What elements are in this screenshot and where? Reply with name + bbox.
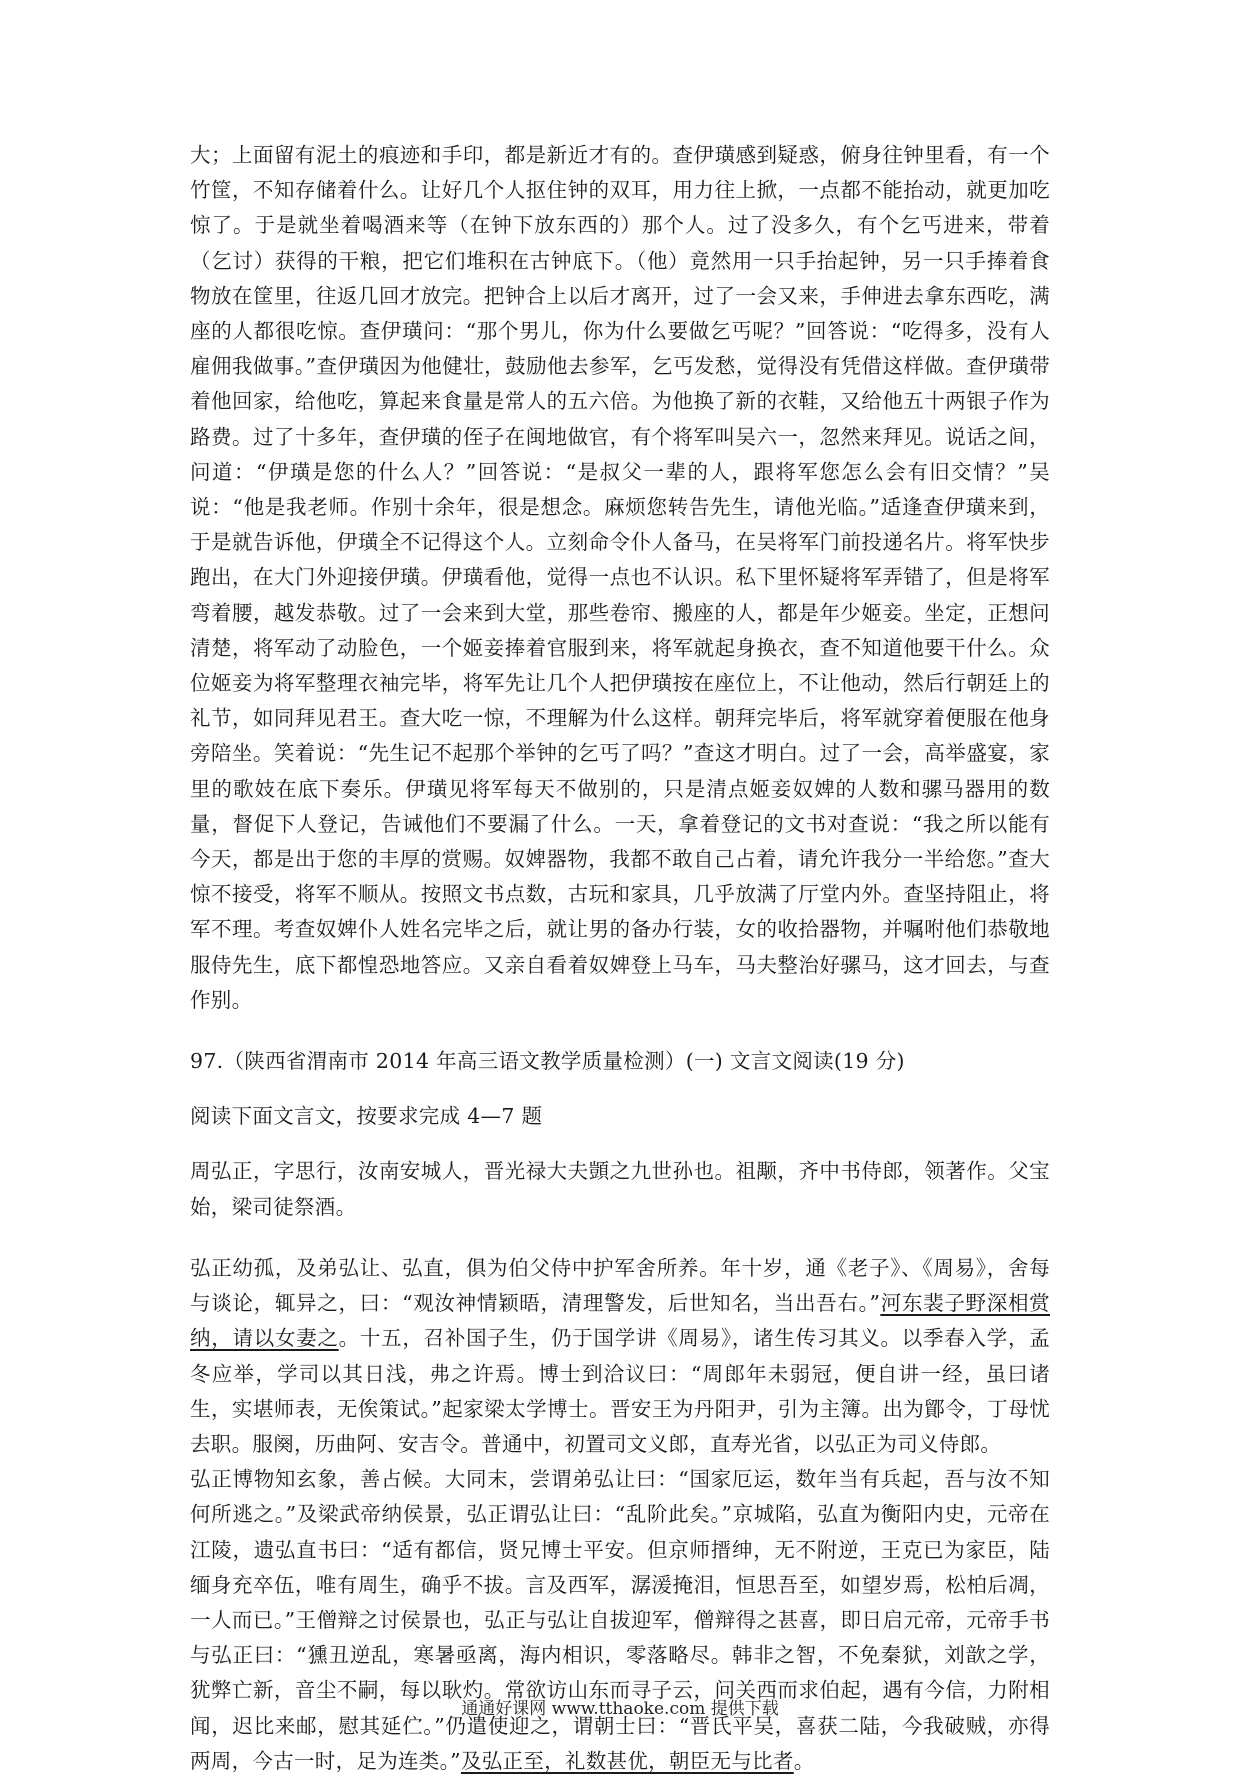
passage-paragraph-1: 周弘正，字思行，汝南安城人，晋光禄大夫顗之九世孙也。祖颙，齐中书侍郎，领著作。父宝始，梁司徒祭酒。 <box>190 1159 1050 1219</box>
passage-text: 弘正幼孤，及弟弘让、弘直，俱为伯父侍中护军舍所养。年十岁，通《老子》、《周易》，舍每与谈论，辄异之，曰：“观汝神情颖晤，清理警发，后世知名，当出吾右。” <box>190 1255 1050 1316</box>
footer-credit: 通通好课网 www.tthaoke.com 提供下载 <box>461 1699 779 1719</box>
passage-paragraph-3 <box>190 1462 1050 1779</box>
passage-text: 。 <box>793 1748 815 1773</box>
story-translation-paragraph: 大；上面留有泥土的痕迹和手印，都是新近才有的。查伊璜感到疑惑，俯身往钟里看，有一个竹筐，不知存储着什么。让好几个人抠住钟的双耳，用力往上掀，一点都不能抬动，就更加吃惊了。于是就坐着喝酒来等（在钟下放东西的）那个人。过了没多久，有个乞丐进来，带着（乞讨）获得的干粮，把它们堆积在古钟底下。（他）竟然用一只手抬起钟，另一只手捧着食物放在筐里，往返几回才放完。把钟合上以后才离开，过了一会又来，手伸进去拿东西吃，满座的人都很吃惊。查伊璜问：“那个男儿，你为什么要做乞丐呢？”回答说：“吃得多，没有人雇佣我做事。”查伊璜因为他健壮，鼓励他去参军，乞丐发愁，觉得没有凭借这样做。查伊璜带着他回家，给他吃，算起来食量是常人的五六倍。为他换了新的衣鞋，又给他五十两银子作为路费。过了十多年，查伊璜的侄子在闽地做官，有个将军叫吴六一，忽然来拜见。说话之间，问道：“伊璜是您的什么人？”回答说：“是叔父一辈的人，跟将军您怎么会有旧交情？”吴说：“他是我老师。作别十余年，很是想念。麻烦您转告先生，请他光临。”适逢查伊璜来到，于是就告诉他，伊璜全不记得这个人。立刻命令仆人备马，在吴将军门前投递名片。将军快步跑出，在大门外迎接伊璜。伊璜看他，觉得一点也不认识。私下里怀疑将军弄错了，但是将军弯着腰，越发恭敬。过了一会来到大堂，那些卷帘、搬座的人，都是年少姬妾。坐定，正想问清楚，将军动了动脸色，一个姬妾捧着官服到来，将军就起身换衣，查不知道他要干什么。众位姬妾为将军整理衣袖完毕，将军先让几个人把伊璜按在座位上，不让他动，然后行朝廷上的礼节，如同拜见君王。查大吃一惊，不理解为什么这样。朝拜完毕后，将军就穿着便服在他身旁陪坐。笑着说：“先生记不起那个举钟的乞丐了吗？”查这才明白。过了一会，高举盛宴，家里的歌妓在底下奏乐。伊璜见将军每天不做别的，只是清点姬妾奴婢的人数和骡马器用的数量，督促下人登记，告诫他们不要漏了什么。一天，拿着登记的文书对查说：“我之所以能有今天，都是出于您的丰厚的赏赐。奴婢器物，我都不敢自己占着，请允许我分一半给您。”查大惊不接受，将军不顺从。按照文书点数，古玩和家具，几乎放满了厅堂内外。查坚持阻止，将军不理。考查奴婢仆人姓名完毕之后，就让男的备办行装，女的收拾器物，并嘱咐他们恭敬地服侍先生，底下都惶恐地答应。又亲自看着奴婢登上马车，马夫整治好骡马，这才回去，与查作别。 <box>190 143 1050 1012</box>
underlined-sentence-2: 及弘正至，礼数甚优，朝臣无与比者 <box>460 1748 794 1773</box>
underlined-sentence-1: 河东裴子野深相赏纳，请以女妻之 <box>190 1291 1050 1351</box>
document-page <box>190 138 1050 1779</box>
passage-text: 。十五，召补国子生，仍于国学讲《周易》，诸生传习其义。以季春入学，孟冬应举，学司以其日浅，弗之许焉。博士到洽议曰：“周郎年未弱冠，便自讲一经，虽曰诸生，实堪师表，无俟策试。”起家梁太学博士。晋安王为丹阳尹，引为主簿。出为鄮令，丁母忧去职。服阕，历曲阿、安吉令。普通中，初置司文义郎，直寿光省，以弘正为司义侍郎。 <box>190 1326 1050 1456</box>
instruction-text: 阅读下面文言文，按要求完成 4—7 题 <box>190 1104 543 1129</box>
question-heading: 97.（陕西省渭南市 2014 年高三语文教学质量检测）(一) 文言文阅读(19 分) <box>190 1049 905 1074</box>
passage-text: 弘正博物知玄象，善占候。大同末，尝谓弟弘让曰：“国家厄运，数年当有兵起，吾与汝不知何所逃之。”及梁武帝纳侯景，弘正谓弘让曰：“乱阶此矣。”京城陷，弘直为衡阳内史，元帝在江陵，遗弘直书曰：“适有都信，贤兄博士平安。但京师搢绅，无不附逆，王克已为家臣，陆缅身充卒伍，唯有周生，确乎不拔。言及西军，潺湲掩泪，恒思吾至，如望岁焉，松柏后凋，一人而已。”王僧辩之讨侯景也，弘正与弘让自拔迎军，僧辩得之甚喜，即日启元帝，元帝手书与弘正曰：“獯丑逆乱，寒暑亟离，海内相识，零落略尽。韩非之智，不免秦狱，刘歆之学，犹弊亡新，音尘不嗣，每以耿灼。常欲访山东而寻子云，问关西而求伯起，遇有今信，力附相闻，迟比来邮，慰其延伫。”仍遣使迎之，谓朝士曰：“晋氏平吴，喜获二陆，今我破贼，亦得两周，今古一时，足为连类。” <box>190 1467 1050 1773</box>
passage-paragraph-2 <box>190 1251 1050 1462</box>
